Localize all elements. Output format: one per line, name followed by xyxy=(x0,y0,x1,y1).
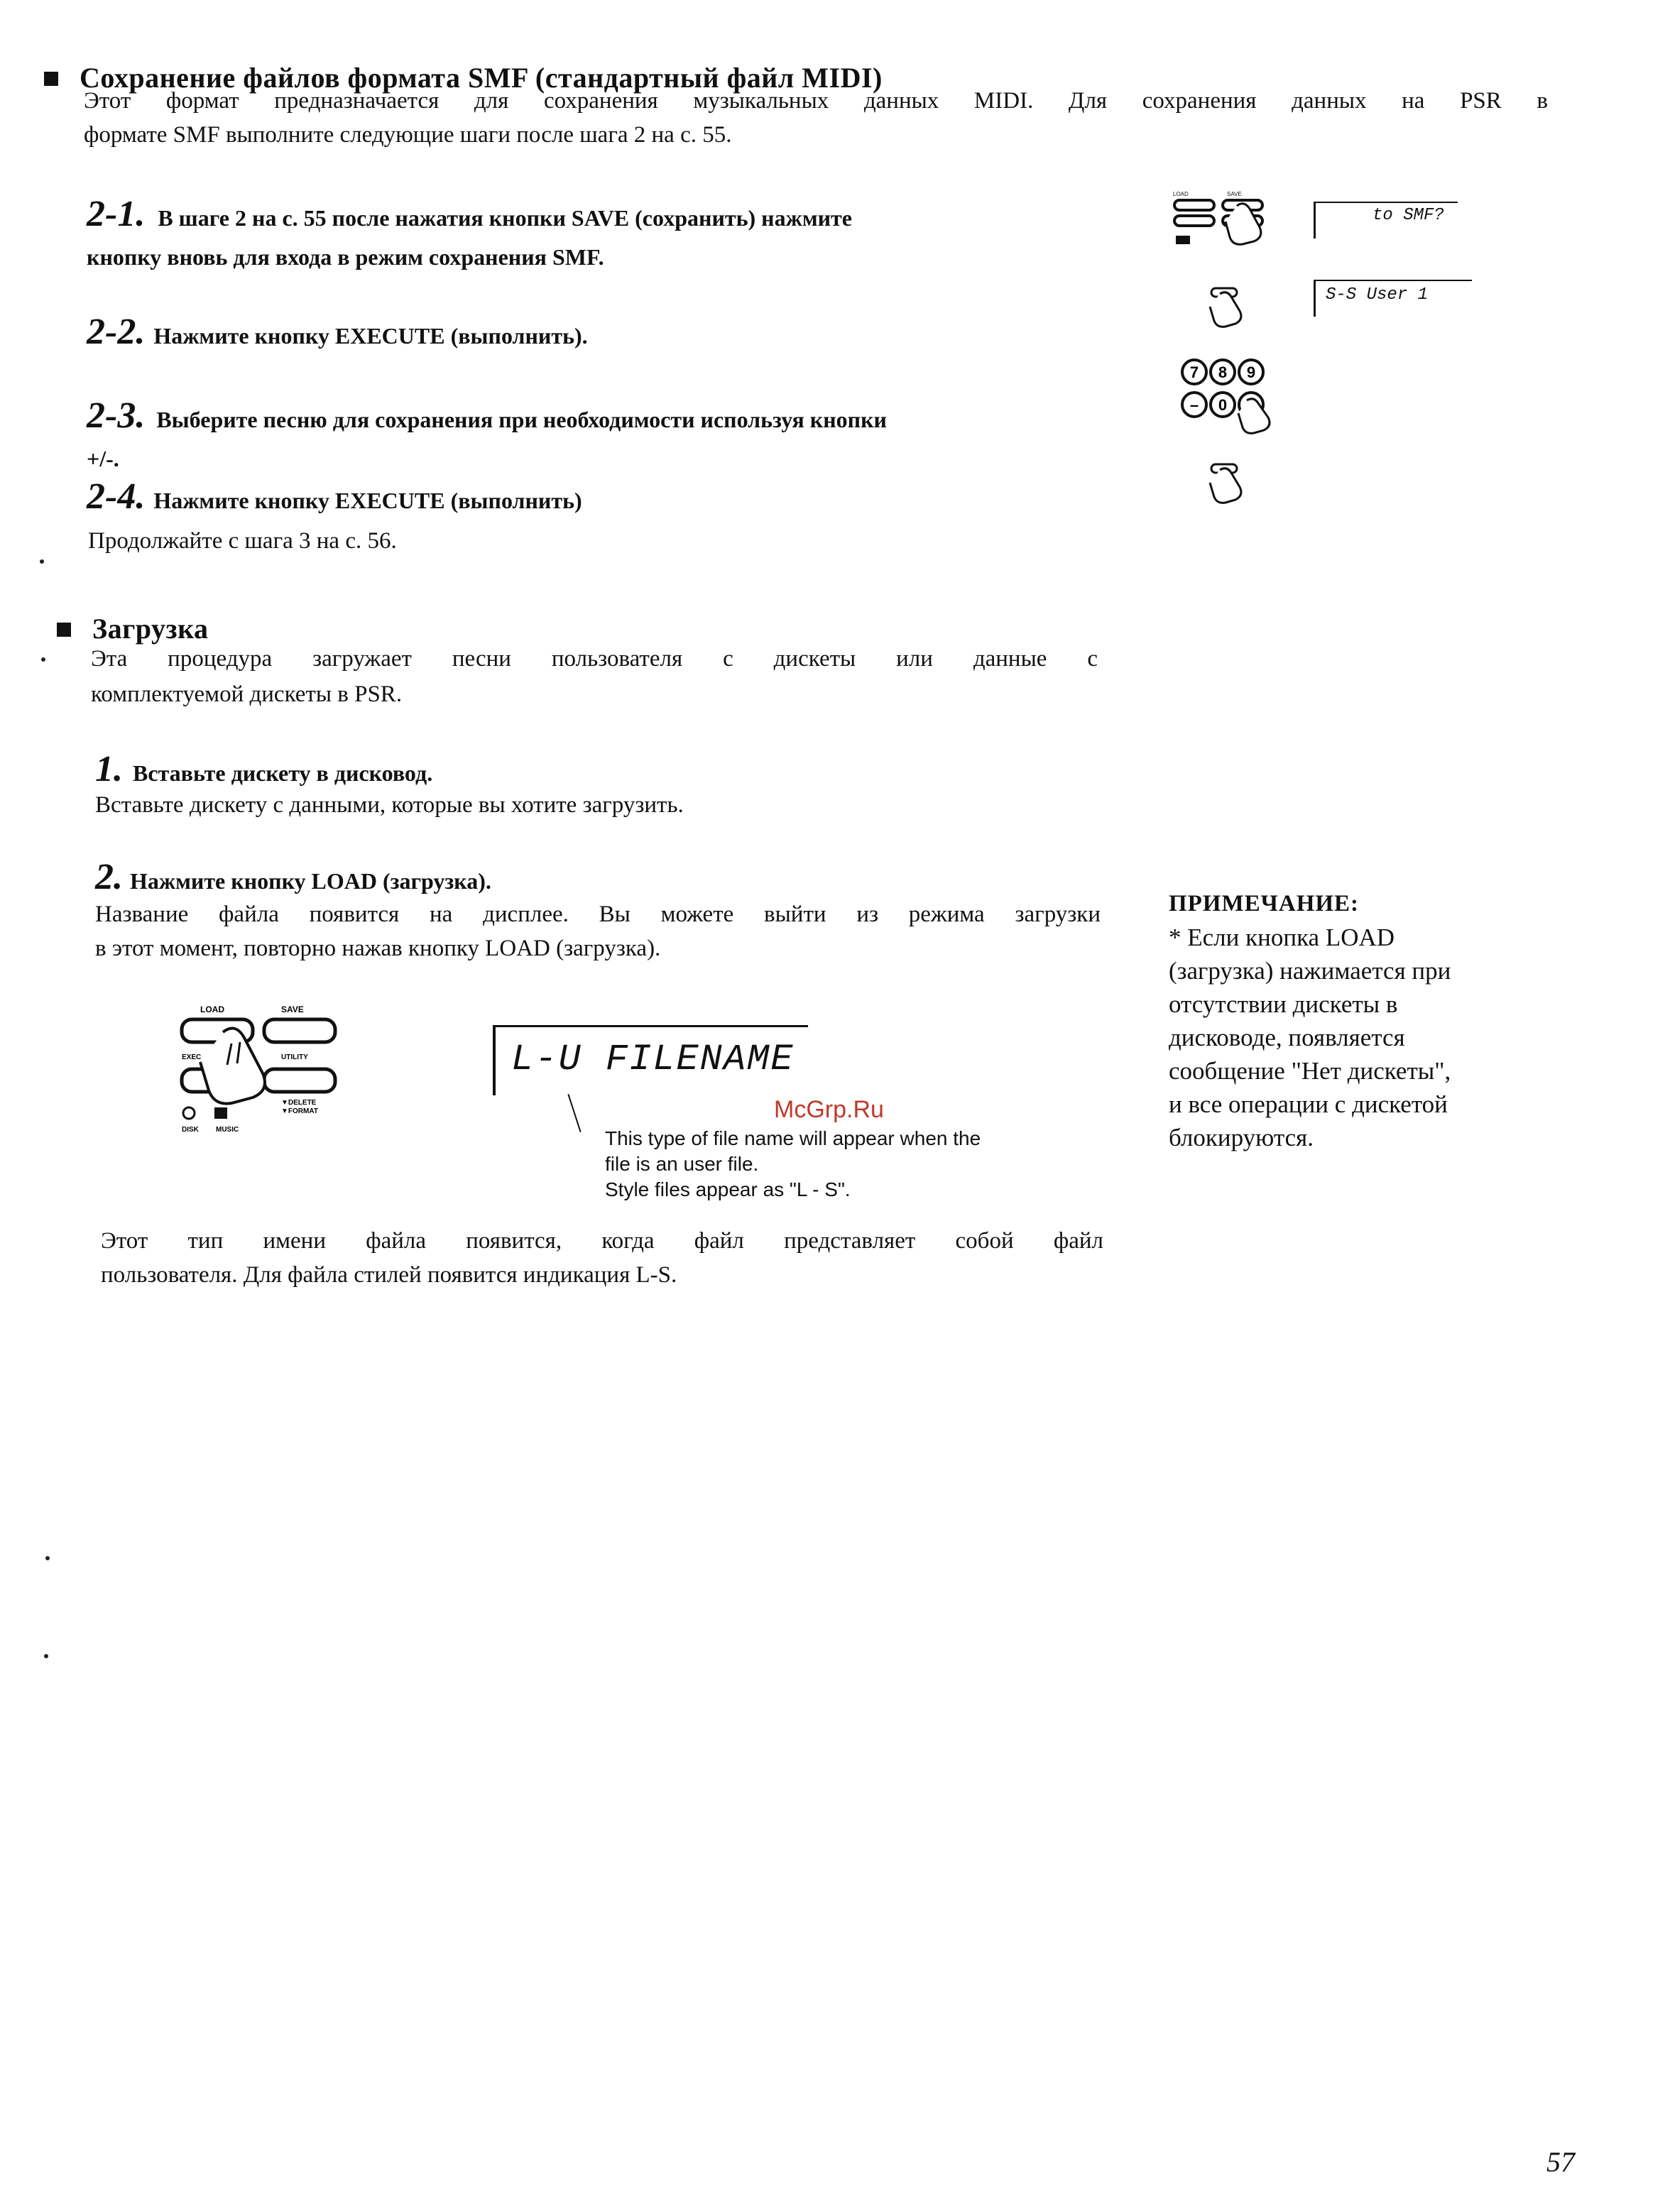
lcd-caption-line1: This type of file name will appear when the xyxy=(605,1127,981,1149)
scan-speck xyxy=(41,657,45,662)
step-title: Нажмите кнопку LOAD (загрузка). xyxy=(130,868,491,894)
hand-press-icon xyxy=(1207,459,1264,508)
load-step-2-body-line1: Название файла появится на дисплее. Вы можете выйти из режима загрузки xyxy=(95,902,1101,927)
lcd-caption xyxy=(605,1126,981,1203)
load-button-hand-icon xyxy=(175,1001,345,1143)
step-number: 2-3. xyxy=(87,395,146,436)
section-title-load xyxy=(57,612,209,645)
note-heading: ПРИМЕЧАНИЕ: xyxy=(1169,891,1360,916)
svg-text:SAVE: SAVE xyxy=(1227,191,1242,197)
svg-text:MUSIC: MUSIC xyxy=(216,1126,239,1134)
lcd-display-filename xyxy=(493,1025,808,1095)
number-keys-icon xyxy=(1179,356,1321,434)
svg-text:7: 7 xyxy=(1189,363,1199,381)
svg-text:▼FORMAT: ▼FORMAT xyxy=(281,1107,318,1115)
load-step-1-body: Вставьте дискету с данными, которые вы хотите загрузить. xyxy=(95,792,684,818)
svg-text:SAVE: SAVE xyxy=(281,1004,304,1014)
note-line: блокируются. xyxy=(1169,1124,1314,1151)
bullet-square-icon xyxy=(44,72,58,86)
section-title-smf-text: Сохранение файлов формата SMF (стандартный файл MIDI) xyxy=(80,62,883,94)
note-line: дисководе, появляется xyxy=(1169,1024,1405,1051)
panel-buttons-illustration xyxy=(1172,186,1278,257)
scan-speck xyxy=(45,1556,50,1560)
page-number: 57 xyxy=(1546,2146,1575,2178)
note-line: * Если кнопка LOAD xyxy=(1169,924,1395,951)
step-2-1 xyxy=(87,193,1081,235)
lcd-text: L-U FILENAME xyxy=(511,1039,795,1080)
lcd-text: to SMF? xyxy=(1372,206,1444,225)
svg-text:–: – xyxy=(1189,396,1199,414)
watermark: McGrp.Ru xyxy=(774,1096,884,1123)
smf-intro-line2: формате SMF выполните следующие шаги после шага 2 на с. 55. xyxy=(84,122,732,148)
note-line: отсутствии дискеты в xyxy=(1169,990,1398,1018)
lcd-caption-line3: Style files appear as "L - S". xyxy=(605,1178,851,1200)
load-save-buttons-icon xyxy=(1172,186,1278,257)
svg-text:EXEC: EXEC xyxy=(182,1053,202,1061)
number-keys-illustration xyxy=(1179,356,1321,434)
svg-text:9: 9 xyxy=(1246,363,1256,381)
section-title-load-text: Загрузка xyxy=(92,613,209,645)
note-line: сообщение "Нет дискеты", xyxy=(1169,1057,1451,1085)
load-intro-line1: Эта процедура загружает песни пользователя с дискеты или данные с xyxy=(91,646,1098,672)
step-2-1-line2: кнопку вновь для входа в режим сохранения SMF. xyxy=(87,244,604,270)
step-number: 2. xyxy=(95,857,123,897)
step-2-3 xyxy=(87,395,1095,437)
load-summary-line2: пользователя. Для файла стилей появится индикация L-S. xyxy=(101,1262,677,1288)
continue-text: Продолжайте с шага 3 на с. 56. xyxy=(88,528,397,554)
lcd-text: S-S User 1 xyxy=(1326,285,1429,305)
svg-text:▼DELETE: ▼DELETE xyxy=(281,1099,317,1107)
load-step-2 xyxy=(95,856,491,898)
load-intro-line2: комплектуемой дискеты в PSR. xyxy=(91,681,403,707)
svg-text:DISK: DISK xyxy=(182,1126,199,1134)
lcd-display-user xyxy=(1314,280,1472,317)
step-2-3-line2: +/-. xyxy=(87,446,119,471)
load-step-1 xyxy=(95,748,432,790)
note-block xyxy=(1169,887,1538,1154)
load-summary-line1: Этот тип имени файла появится, когда файл представляет собой файл xyxy=(101,1228,1103,1254)
svg-text:0: 0 xyxy=(1218,396,1228,414)
execute-button-illustration-2 xyxy=(1207,459,1264,508)
load-step-2-body-line2: в этот момент, повторно нажав кнопку LOAD (загрузка). xyxy=(95,936,661,961)
hand-press-icon xyxy=(1207,283,1264,332)
svg-text:8: 8 xyxy=(1218,363,1228,381)
svg-text:UTILITY: UTILITY xyxy=(281,1053,308,1061)
lcd-display-to-smf xyxy=(1314,202,1458,239)
step-number: 2-1. xyxy=(87,194,146,234)
lcd-caption-line2: file is an user file. xyxy=(605,1153,759,1175)
step-text: Нажмите кнопку EXECUTE (выполнить). xyxy=(153,323,588,349)
caption-pointer-line xyxy=(567,1094,581,1132)
step-number: 1. xyxy=(95,749,123,789)
note-line: (загрузка) нажимается при xyxy=(1169,957,1451,985)
svg-text:LOAD: LOAD xyxy=(1173,191,1189,197)
execute-button-illustration xyxy=(1207,283,1264,332)
step-number: 2-4. xyxy=(87,476,146,517)
step-number: 2-2. xyxy=(87,312,146,352)
step-title: Вставьте дискету в дисковод. xyxy=(133,760,433,786)
step-text: В шаге 2 на с. 55 после нажатия кнопки SAVE (сохранить) нажмите xyxy=(158,205,852,231)
scan-speck xyxy=(40,559,44,564)
smf-intro-line1: Этот формат предназначается для сохранения музыкальных данных MIDI. Для сохранения данных на PSR в xyxy=(84,88,1548,114)
step-2-4 xyxy=(87,476,582,518)
step-text: Нажмите кнопку EXECUTE (выполнить) xyxy=(153,488,582,513)
svg-text:LOAD: LOAD xyxy=(200,1004,224,1014)
step-2-2 xyxy=(87,311,588,353)
note-line: и все операции с дискетой xyxy=(1169,1090,1448,1118)
bullet-square-icon xyxy=(57,623,71,637)
scan-speck xyxy=(44,1654,48,1658)
load-panel-illustration xyxy=(175,1001,345,1143)
step-text: Выберите песню для сохранения при необходимости используя кнопки xyxy=(156,407,887,432)
